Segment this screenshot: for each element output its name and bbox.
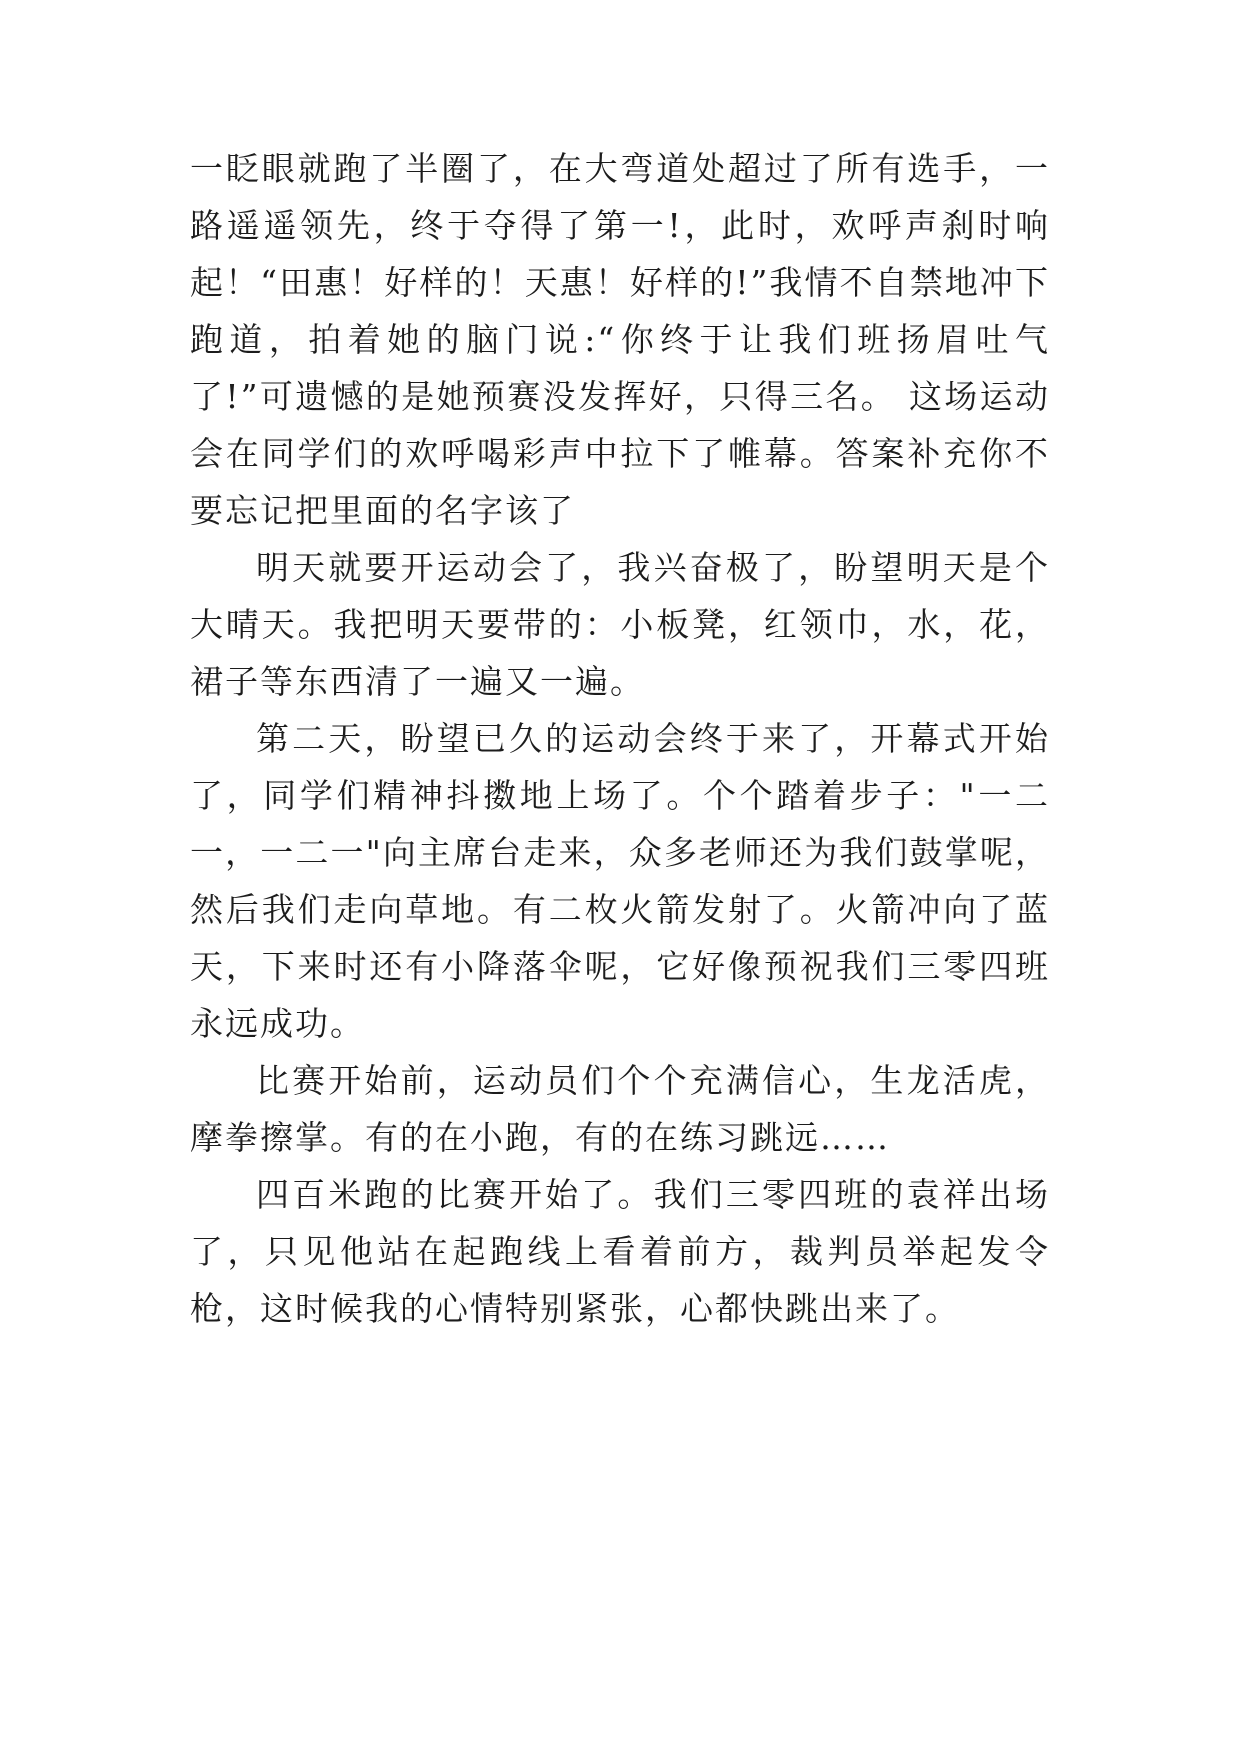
document-page bbox=[190, 140, 1050, 1337]
paragraph-3: 第二天，盼望已久的运动会终于来了，开幕式开始了，同学们精神抖擞地上场了。个个踏着步子："一二一，一二一"向主席台走来，众多老师还为我们鼓掌呢，然后我们走向草地。有二枚火箭发射了。火箭冲向了蓝天，下来时还有小降落伞呢，它好像预祝我们三零四班永远成功。 bbox=[190, 719, 1050, 1043]
paragraph-1: 一眨眼就跑了半圈了，在大弯道处超过了所有选手，一路遥遥领先，终于夺得了第一!，此时，欢呼声刹时响起！“田惠！好样的！天惠！好样的!”我情不自禁地冲下跑道，拍着她的脑门说:“你终于让我们班扬眉吐气了!”可遗憾的是她预赛没发挥好，只得三名。 这场运动会在同学们的欢呼喝彩声中拉下了帷幕。答案补充你不要忘记把里面的名字该了 bbox=[190, 149, 1050, 530]
paragraph-5: 四百米跑的比赛开始了。我们三零四班的袁祥出场了，只见他站在起跑线上看着前方，裁判员举起发令枪，这时候我的心情特别紧张，心都快跳出来了。 bbox=[190, 1175, 1050, 1328]
paragraph-4: 比赛开始前，运动员们个个充满信心，生龙活虎，摩拳擦掌。有的在小跑，有的在练习跳远…… bbox=[190, 1061, 1050, 1157]
paragraph-2: 明天就要开运动会了，我兴奋极了，盼望明天是个大晴天。我把明天要带的：小板凳，红领巾，水，花，裙子等东西清了一遍又一遍。 bbox=[190, 548, 1050, 701]
